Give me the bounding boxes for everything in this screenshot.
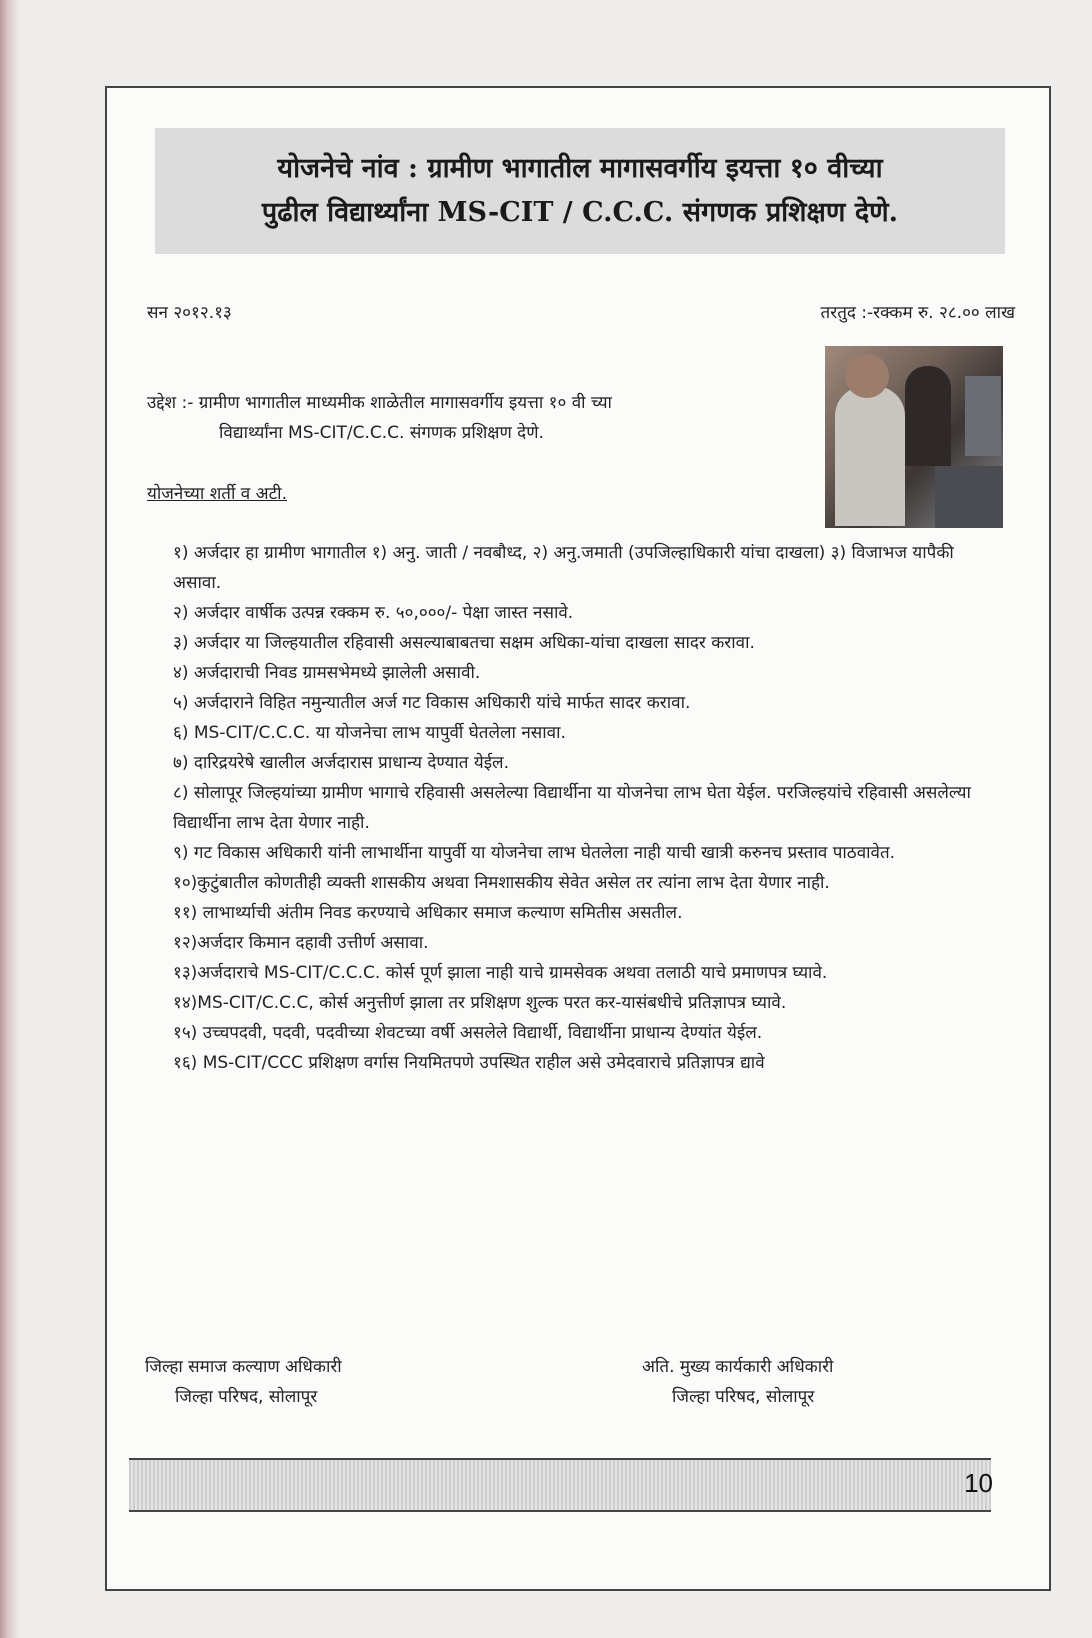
list-item: १३)अर्जदाराचे MS-CIT/C.C.C. कोर्स पूर्ण झाला नाही याचे ग्रामसेवक अथवा तलाठी याचे प्रमाणपत्र घ्यावे. bbox=[173, 963, 828, 983]
provision-label: तरतुद :-रक्कम रु. २८.०० लाख bbox=[820, 303, 1015, 323]
training-photo bbox=[825, 346, 1003, 528]
list-item: ८) सोलापूर जिल्हयांच्या ग्रामीण भागाचे रहिवासी असलेल्या विद्यार्थीना या योजनेचा लाभ घेता येईल. परजिल्हयांचे रहिवासी असलेल्या विद्यार्थीना लाभ देता येणार नाही. bbox=[173, 783, 971, 833]
year-label: सन २०१२.१३ bbox=[147, 303, 232, 323]
photo-student-shirt bbox=[835, 386, 905, 526]
photo-monitor bbox=[965, 376, 1001, 456]
list-item: २) अर्जदार वार्षीक उत्पन्न रक्कम रु. ५०,०००/- पेक्षा जास्त नसावे. bbox=[173, 603, 574, 623]
signature-right-title: अति. मुख्य कार्यकारी अधिकारी bbox=[642, 1357, 834, 1377]
list-item: ४) अर्जदाराची निवड ग्रामसभेमध्ये झालेली असावी. bbox=[173, 663, 481, 683]
objective-line-1: उद्देश :- ग्रामीण भागातील माध्यमीक शाळेतील मागासवर्गीय इयत्ता १० वी च्या bbox=[147, 393, 612, 413]
list-item: १६) MS-CIT/CCC प्रशिक्षण वर्गास नियमितपणे उपस्थित राहील असे उमेदवाराचे प्रतिज्ञापत्र द्यावे bbox=[173, 1053, 765, 1073]
signature-right-office: जिल्हा परिषद, सोलापूर bbox=[672, 1387, 815, 1407]
list-item: १२)अर्जदार किमान दहावी उत्तीर्ण असावा. bbox=[173, 933, 429, 953]
signature-left-office: जिल्हा परिषद, सोलापूर bbox=[175, 1387, 318, 1407]
page-number: 10 bbox=[964, 1468, 993, 1498]
list-item: ६) MS-CIT/C.C.C. या योजनेचा लाभ यापुर्वी घेतलेला नसावा. bbox=[173, 723, 566, 743]
title-line-2: पुढील विद्यार्थ्यांना MS-CIT / C.C.C. संगणक प्रशिक्षण देणे. bbox=[261, 197, 899, 228]
list-item: १५) उच्चपदवी, पदवी, पदवीच्या शेवटच्या वर्षी असलेले विद्यार्थी, विद्यार्थीना प्राधान्य देण्यांत येईल. bbox=[173, 1023, 763, 1043]
footer-band bbox=[129, 1458, 991, 1512]
objective bbox=[147, 388, 807, 448]
objective-line-2: विद्यार्थ्यांना MS-CIT/C.C.C. संगणक प्रशिक्षण देणे. bbox=[219, 423, 544, 443]
list-item: १०)कुटुंबातील कोणतीही व्यक्ती शासकीय अथवा निमशासकीय सेवेत असेल तर त्यांना लाभ देता येणार नाही. bbox=[173, 873, 830, 893]
list-item: ३) अर्जदार या जिल्हयातील रहिवासी असल्याबाबतचा सक्षम अधिका-यांचा दाखला सादर करावा. bbox=[173, 633, 755, 653]
list-item: ९) गट विकास अधिकारी यांनी लाभार्थीना यापुर्वी या योजनेचा लाभ घेतलेला नाही याची खात्री करुनच प्रस्ताव पाठवावेत. bbox=[173, 843, 896, 863]
photo-student-dark bbox=[905, 366, 951, 466]
signature-left-title: जिल्हा समाज कल्याण अधिकारी bbox=[145, 1357, 342, 1377]
page-frame bbox=[105, 86, 1051, 1591]
signature-left bbox=[145, 1352, 342, 1412]
photo-student-head bbox=[845, 354, 889, 398]
meta-row bbox=[147, 300, 1015, 323]
list-item: ५) अर्जदाराने विहित नमुन्यातील अर्ज गट विकास अधिकारी यांचे मार्फत सादर करावा. bbox=[173, 693, 691, 713]
title-box bbox=[155, 128, 1005, 254]
list-item: १) अर्जदार हा ग्रामीण भागातील १) अनु. जाती / नवबौध्द, २) अनु.जमाती (उपजिल्हाधिकारी यांचा दाखला) ३) विजाभज यापैकी असावा. bbox=[173, 543, 954, 593]
list-item: १४)MS-CIT/C.C.C, कोर्स अनुत्तीर्ण झाला तर प्रशिक्षण शुल्क परत कर-यासंबधीचे प्रतिज्ञापत्र घ्यावे. bbox=[173, 993, 787, 1013]
conditions-list bbox=[173, 538, 985, 1078]
title-line-1: योजनेचे नांव : ग्रामीण भागातील मागासवर्गीय इयत्ता १० वीच्या bbox=[277, 153, 883, 184]
signature-right bbox=[642, 1352, 833, 1412]
photo-keyboard bbox=[935, 466, 1003, 528]
list-item: ७) दारिद्रयरेषे खालील अर्जदारास प्राधान्य देण्यात येईल. bbox=[173, 753, 509, 773]
list-item: ११) लाभार्थ्याची अंतीम निवड करण्याचे अधिकार समाज कल्याण समितीस असतील. bbox=[173, 903, 683, 923]
book-binding-edge bbox=[0, 0, 20, 1638]
conditions-heading: योजनेच्या शर्ती व अटी. bbox=[147, 484, 287, 504]
